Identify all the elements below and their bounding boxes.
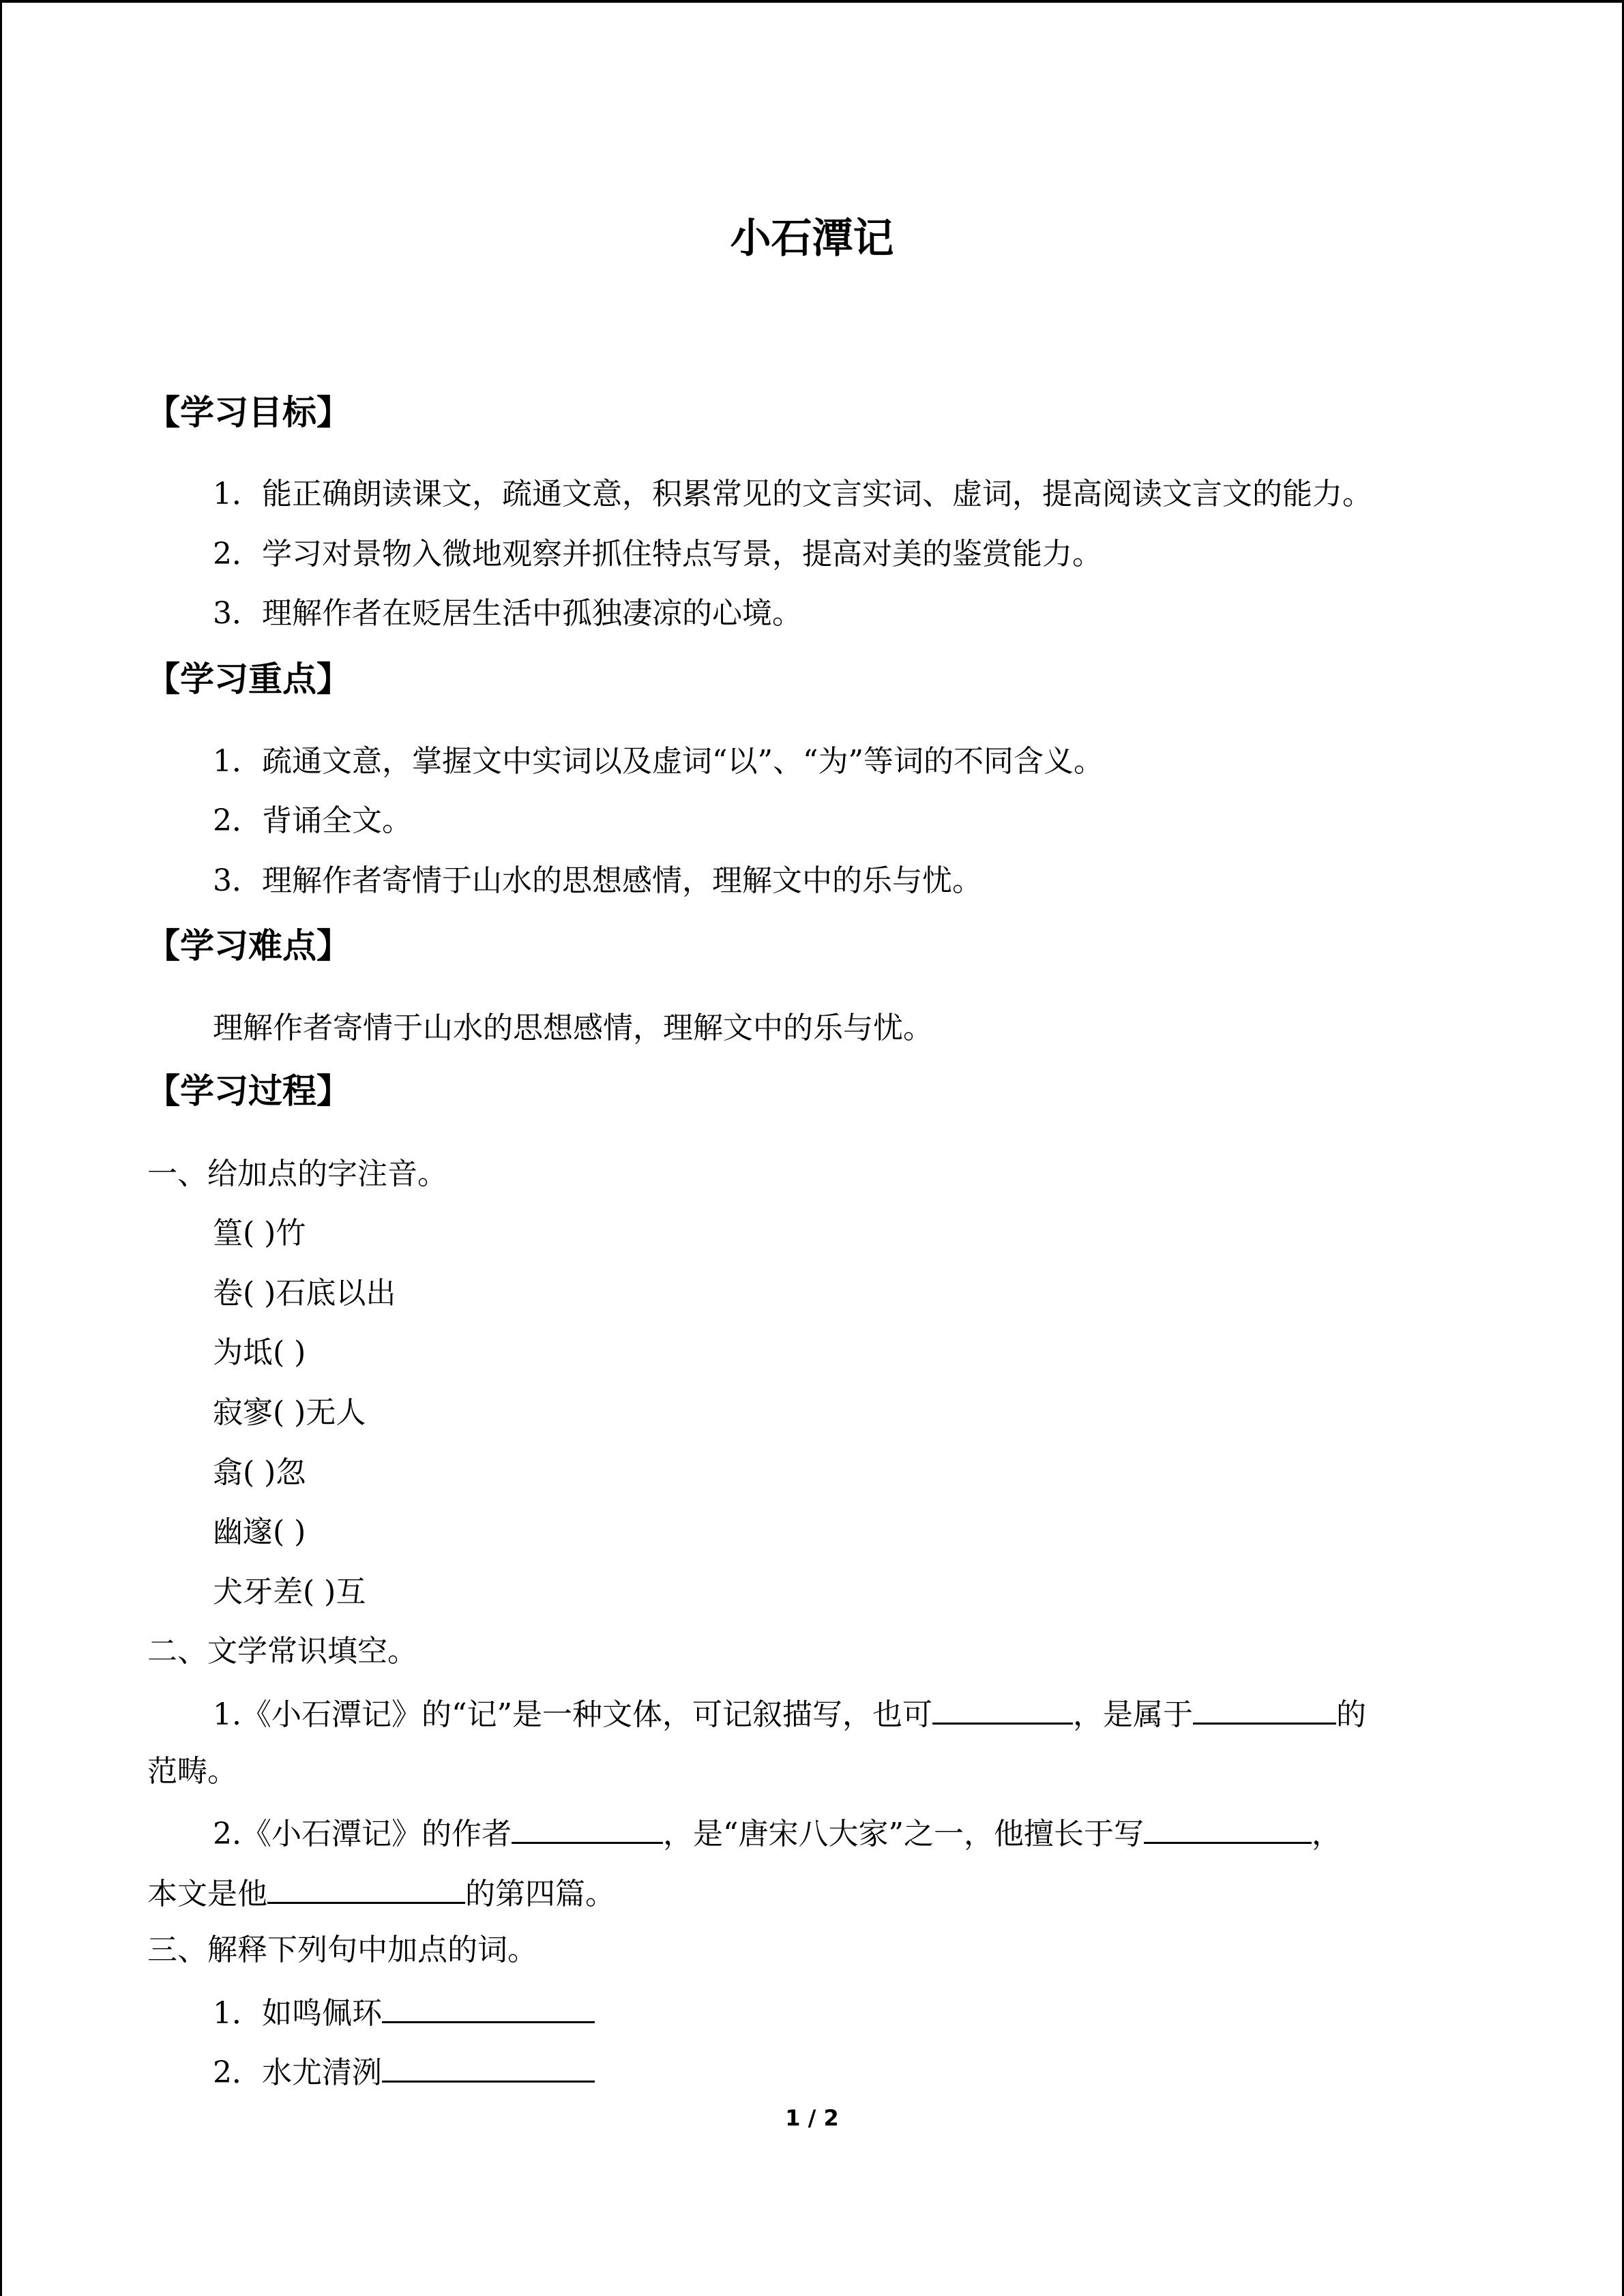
page-border-left bbox=[0, 0, 2, 2296]
pinyin-item: 幽邃( ) bbox=[213, 1515, 306, 1549]
page-border-top bbox=[0, 0, 1624, 3]
explain-item-text: 1．如鸣佩环 bbox=[213, 1996, 382, 2031]
fill-blank[interactable] bbox=[1193, 1690, 1336, 1725]
fill-item-1-text-c: 的 bbox=[1335, 1697, 1366, 1732]
fill-item-1-text-b: ，是属于 bbox=[1072, 1697, 1193, 1732]
goal-item: 3．理解作者在贬居生活中孤独凄凉的心境。 bbox=[213, 596, 802, 631]
pinyin-item: 翕( )忽 bbox=[213, 1455, 306, 1490]
fill-item-1-line-1 bbox=[213, 1690, 1366, 1737]
fill-blank[interactable] bbox=[932, 1690, 1073, 1725]
key-point-item: 1．疏通文意，掌握文中实词以及虚词“以”、“为”等词的不同含义。 bbox=[213, 744, 1104, 779]
question-2-title: 二、文学常识填空。 bbox=[147, 1634, 417, 1669]
key-point-item: 3．理解作者寄情于山水的思想感情，理解文中的乐与忧。 bbox=[213, 863, 982, 898]
fill-item-2-text-a: 2.《小石潭记》的作者 bbox=[213, 1817, 512, 1851]
explain-item bbox=[213, 1988, 595, 2036]
fill-blank[interactable] bbox=[1144, 1809, 1312, 1844]
fill-item-1-line-2: 范畴。 bbox=[147, 1754, 237, 1789]
page-number: 1 / 2 bbox=[785, 2105, 839, 2131]
pinyin-item: 篁( )竹 bbox=[213, 1216, 306, 1251]
question-1-title: 一、给加点的字注音。 bbox=[147, 1157, 447, 1191]
pinyin-item: 犬牙差( )互 bbox=[213, 1575, 366, 1609]
fill-item-2-line-1 bbox=[213, 1809, 1342, 1856]
heading-process: 【学习过程】 bbox=[146, 1071, 351, 1111]
fill-blank[interactable] bbox=[512, 1809, 663, 1844]
fill-blank[interactable] bbox=[267, 1869, 465, 1904]
pinyin-item: 卷( )石底以出 bbox=[213, 1276, 396, 1311]
heading-difficulties: 【学习难点】 bbox=[146, 926, 351, 966]
fill-item-2-text-e: 的第四篇。 bbox=[465, 1877, 615, 1911]
fill-item-1-text-a: 1.《小石潭记》的“记”是一种文体，可记叙描写，也可 bbox=[213, 1697, 932, 1732]
fill-blank[interactable] bbox=[382, 2048, 595, 2083]
question-3-title: 三、解释下列句中加点的词。 bbox=[147, 1933, 537, 1967]
fill-item-2-text-d: 本文是他 bbox=[147, 1877, 267, 1911]
explain-item-text: 2．水尤清洌 bbox=[213, 2055, 382, 2090]
heading-key-points: 【学习重点】 bbox=[146, 659, 351, 699]
heading-goals: 【学习目标】 bbox=[146, 393, 351, 432]
pinyin-item: 寂寥( )无人 bbox=[213, 1395, 366, 1430]
document-title: 小石潭记 bbox=[730, 215, 894, 263]
pinyin-item: 为坻( ) bbox=[213, 1335, 306, 1370]
fill-item-2-line-2 bbox=[147, 1869, 615, 1916]
goal-item: 2．学习对景物入微地观察并抓住特点写景，提高对美的鉴赏能力。 bbox=[213, 537, 1102, 571]
goal-item: 1．能正确朗读课文，疏通文意，积累常见的文言实词、虚词，提高阅读文言文的能力。 bbox=[213, 477, 1372, 511]
key-point-item: 2．背诵全文。 bbox=[213, 803, 412, 838]
fill-blank[interactable] bbox=[382, 1988, 595, 2023]
explain-item bbox=[213, 2048, 595, 2095]
fill-item-2-text-b: ，是“唐宋八大家”之一，他擅长于写 bbox=[662, 1817, 1144, 1851]
difficulty-text: 理解作者寄情于山水的思想感情，理解文中的乐与忧。 bbox=[213, 1011, 933, 1045]
fill-item-2-text-c: ， bbox=[1311, 1817, 1342, 1851]
